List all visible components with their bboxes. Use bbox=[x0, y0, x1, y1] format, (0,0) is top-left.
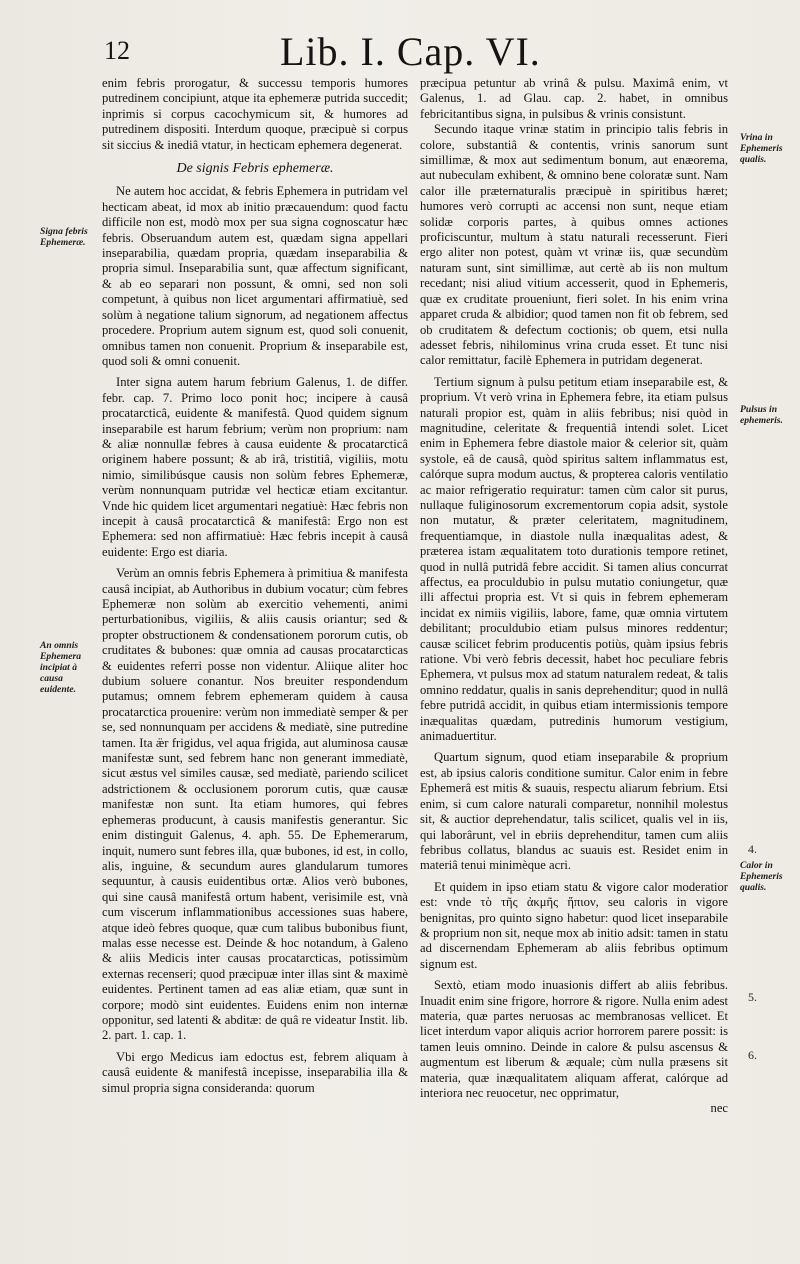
page-number: 12 bbox=[104, 36, 130, 65]
margin-note-pulsus: Pulsus in ephemeris. bbox=[740, 404, 783, 426]
paragraph: Vbi ergo Medicus iam edoctus est, febrem aliquam à causâ euidente & manifestâ incepisse, inseparabilia illa & simul propria signa consideranda: quorum bbox=[102, 1049, 408, 1095]
catchword: nec bbox=[710, 1101, 728, 1116]
paragraph: Inter signa autem harum febrium Galenus, 1. de differ. febr. cap. 7. Primo loco ponit hoc; incipere à causâ procatarcticâ, euidente & manifestâ. Quod quidem signum inseparabile est harum febrium; verùm non proprium: nam & aliæ nonnullæ febres à causa euidente & procatarcticâ originem habere possunt; & ab irâ, tristitiâ, vigiliis, motu nimio, similibúsque causis non solùm febres Ephemeræ, verùm nonnunquam putridæ vel hecticæ etiam excitantur. Vnde hic quidem licet argumentari negatiuè: Hæc febris non incepit à causâ procatarcticâ & manifestâ: Ergo non est Ephemera: sed non affirmatiuè: Hæc febris incepit à causâ euidente: Ergo est diaria. bbox=[102, 375, 408, 559]
section-heading: De signis Febris ephemeræ. bbox=[176, 161, 334, 177]
margin-note-an-omnis: An omnis Ephemera incipiat à causa euidente. bbox=[40, 640, 82, 695]
margin-note-signa: Signa febris Ephemeræ. bbox=[40, 226, 88, 248]
margin-number-4: 4. bbox=[748, 842, 757, 856]
paragraph: Sextò, etiam modo inuasionis differt ab aliis febribus. Inuadit enim sine frigore, horrore & rigore. Nulla enim adest materia, quæ partes neruosas ac membranosas vellicet. Et licet interdum vapor aliquis acrior horrorem parere possit: is tamen leuis omnino. Deinde in calore & pulsu ascensus & augmentum est liberum & æquale; cùm nulla præsens sit materia, quæ inæqualitatem aliquam afferat, calórque ad interiora nec reuocetur, nec opprimatur, bbox=[420, 978, 728, 1100]
page-header bbox=[0, 28, 800, 74]
paragraph: præcipua petuntur ab vrinâ & pulsu. Maximâ enim, vt Galenus, 1. ad Glau. cap. 2. habet, in omnibus febricitantibus signa, in pulsibus & vrinis consistunt. bbox=[420, 76, 728, 121]
margin-number-5: 5. bbox=[748, 990, 757, 1004]
left-text-column bbox=[102, 76, 408, 1096]
right-text-column bbox=[420, 76, 728, 1117]
running-title: Lib. I. Cap. VI. bbox=[280, 29, 541, 74]
paragraph: Tertium signum à pulsu petitum etiam inseparabile est, & proprium. Vt verò vrina in Ephemera febre, ita etiam pulsus naturali propior est, quàm in aliis febribus; nisi quòd in magnitudine, celeritate & frequentiâ intendi solet. Licet enim in Ephemera febre diastole maior & celerior sit, quàm systole, eâ de causâ, quòd spiritus saltem inflammatus est, calórque supra modum auctus, & propterea caloris ventilatio ac maior refrigeratio requiratur: tamen cùm calor sit purus, nullaque fuliginosorum excrementorum copia adsit, systole non mutatur, & præter celeritatem, magnitudinem, frequentiamque, in diastole nulla inæqualitas adest, & præterea istam æqualitatem toto durationis tempore retinet, quod in nullâ putridâ febre accidit. Si tamen alius concurrat affectus, ea proculdubio in pulsu mutatio coniungetur, quæ illi affectui propria est. Vt si quis in febrem ephemeram incidat ex nimiis vigiliis, labore, fame, quæ omnia virtutem debilitant; proculdubio etiam pulsus minores reddentur; causæ scilicet febrim producentis potiùs, quàm ipsius febris ratione. Vbi verò febris decessit, habet hoc peculiare febris Ephemera, vt pulsus mox ad statum naturalem redeat, & talis omnino reddatur, qualis in sanis deprehenditur; quod in nullâ febre putridâ accidit, in quibus etiam intermissionis tempore inæqualitas quædam, putredinis humorum vestigium, animaduertitur. bbox=[420, 374, 728, 744]
margin-number-6: 6. bbox=[748, 1048, 757, 1062]
paragraph: Secundo itaque vrinæ statim in principio talis febris in colore, substantiâ & contentis, vrinis sanorum sunt simillimæ, & mox aut sedimentum bonum, aut enæorema, aut nubeculam exhibent, & omnino bene coloratæ sunt. Nam calor ille præternaturalis præcipuè in spiritibus hæret; humores verò corrupti ac accensi non sunt, neque etiam solidæ corporis partes, à quibus omnes actiones proficiscuntur, multum à statu naturali recesserunt. Fieri ergo aliter non potest, quàm vt vrinæ iis, quæ secundùm naturam sunt, sint simillimæ, aut certè ab iis non multum recedant; nisi aliud vitium accesserit, quod in Ephemeris, quæ ex cruditate proueniunt, fieri solet. In his enim vrina apparet cruda & albidior; quod tamen non fit ob febrem, sed ob cruditatem & defectum coctionis; ob quem, etsi nulla adesset febris, nihilominus vrina cruda esset. Et tunc nisi calor remittatur, facilè Ephemera in putridam degenerat. bbox=[420, 122, 728, 368]
margin-note-calor: Calor in Ephemeris qualis. bbox=[740, 860, 783, 893]
paragraph: Ne autem hoc accidat, & febris Ephemera in putridam vel hecticam abeat, id mox ab initio præcauendum: quod factu difficile non est, modò mox per sua signa cognoscatur hæc febris. Obseruandum autem est, quædam signa appellari inseparabilia, quædam propria, quædam inseparabilia & propria simul. Inseparabilia sunt, quæ affectum significant, & ab eo separari non possunt, & omni, sed non soli competunt, à quibus non licet argumentari affirmatiuè, sed solùm à negatione talium signorum, ad negationem affectus procedere. Proprium autem signum est, quod soli conuenit, omnibus tamen non conuenit. Proprium & inseparabile est, quod soli & omni conuenit. bbox=[102, 184, 408, 368]
paragraph: Verùm an omnis febris Ephemera à primitiua & manifesta causâ incipiat, ab Authoribus in dubium vocatur; cùm febres Ephemeræ non solùm ab exercitio vehementi, animi perturbationibus, vigiliis, & aliis causis oriantur; sed & propter obstructionem & condensationem pororum cutis, ob cruditates & bubones: quæ omnia ad causas procatarcticas & euidentes referri posse non videntur. Aliique aliter hoc dubium soluere conantur. Nos breuiter respondendum putamus; omnem febrem ephemeram quidem à causa procatarctica prouenire: verùm non immediatè semper & per se, sed nonnunquam per accidens & mediatè, sine putredine tamen. Ita æ̈r frigidus, vel aqua frigida, aut aluminosa causæ manifestæ sunt, sed febrem hanc non generant immediatè, sicut æstus vel similes causæ, sed mediatè, pariendo scilicet adstrictionem & occlusionem pororum cutis, quæ causæ manifestæ non sunt. Ita etiam humores, qui febres ephemeras producunt, à causis manifestis generantur. Sic enim distinguit Galenus, 4. aph. 55. De Ephemerarum, inquit, numero sunt febres illa, quæ bubones, id est, in collo, alis, inguine, & secundum aures glandularum tumores sequuntur, à causis euidentibus ortæ. Alios verò bubones, qui sine causâ manifestâ ortum habent, verisimile est, vnà cum viscerum inflammationibus accessiones suas habere, atque ideò febres quoque, quæ cum talibus bubonibus fiunt, malas esse necesse est. Deinde & hoc notandum, à Galeno & aliis Medicis inter causas procatarcticas, potissimùm externas recenseri; quod præcipuæ inter illas sint & maximè euidentes. Pertinent tamen ad eas aliæ etiam, quæ sunt in corpore; modò sint euidentes. Euidens enim non internæ opponitur, sed latenti & abditæ: de quâ re videatur Instit. lib. 2. part. 1. cap. 1. bbox=[102, 566, 408, 1043]
margin-note-vrina: Vrina in Ephemeris qualis. bbox=[740, 132, 783, 165]
paragraph: Et quidem in ipso etiam statu & vigore calor moderatior est: vnde τὸ τῆς ἀκμῆς ἥπιον, seu caloris in vigore benignitas, pro quinto signo habetur: quod licet inseparabile & proprium non sit, neque mox ab initio adsit: tamen in statu ad discernendam Ephemeram ab aliis febribus optimum signum est. bbox=[420, 879, 728, 971]
paragraph: enim febris prorogatur, & successu temporis humores putredinem concipiunt, atque ita ephemeræ putrida succedit; inprimis si corpus cacochymicum sit, & humores ad putredinem dispositi. Interdum quoque, præcipuè si corpus sit siccius & inediâ vtatur, in hecticam ephemera degenerat. bbox=[102, 76, 408, 152]
paragraph: Quartum signum, quod etiam inseparabile & proprium est, ab ipsius caloris conditione sumitur. Calor enim in febre Ephemerâ est mitis & suauis, respectu aliarum febrium. Etsi enim, si cum calore naturali comparetur, nonnihil molestus sit, & auctior deprehendatur, talis scilicet, qualis vel in iis, qui laborârunt, vel in ebriis deprehenditur, tamen cum aliis febribus collatus, blandus ac suauis est. Residet enim in materiâ tenui minimèque acri. bbox=[420, 750, 728, 873]
